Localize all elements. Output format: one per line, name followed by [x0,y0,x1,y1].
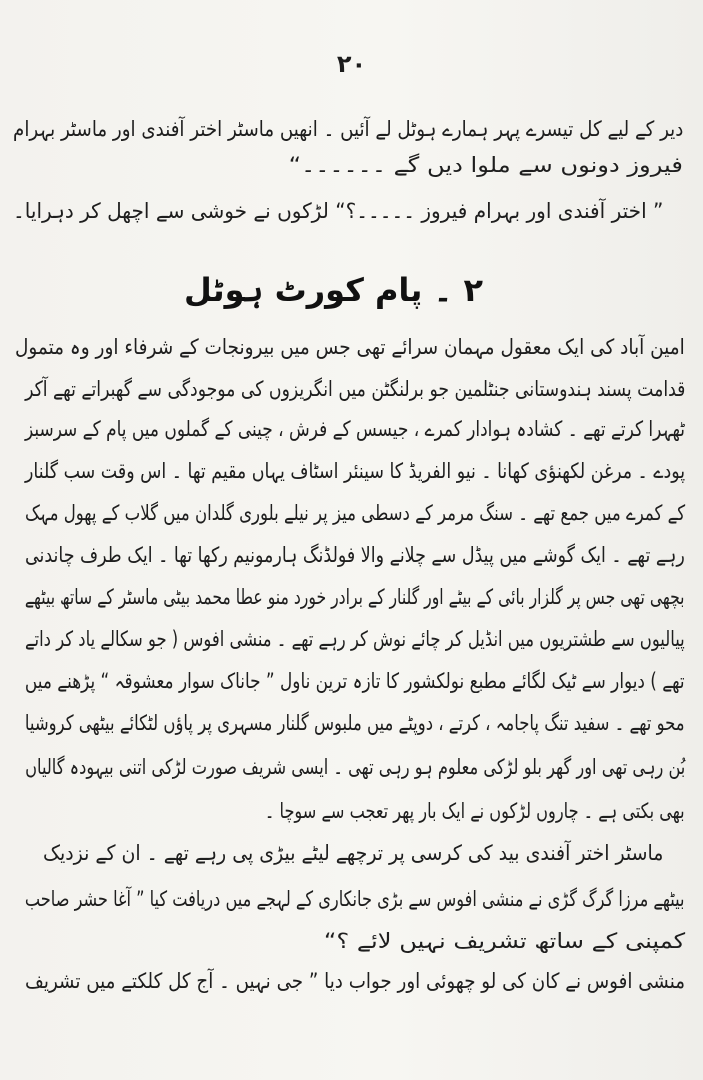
text-line: دیر کے لیے کل تیسرے پہر ہمارے ہوٹل لے آئیں ۔ انھیں ماسٹر اختر آفندی اور ماسٹر بہرام [12,117,683,141]
text-line: رہے تھے ۔ ایک گوشے میں پیڈل سے چلانے والا فولڈنگ ہارمونیم رکھا تھا ۔ ایک طرف چاندنی [25,543,685,567]
text-line: پیالیوں سے طشتریوں میں انڈیل کر چائے نوش کر رہے تھے ۔ منشی افوس ( جو سکالے یاد کر داتے [25,627,685,651]
text-line: بچھی تھی جس پر گلزار بائی کے بیٹے اور گلنار کے برادر خورد منو عطا محمد بیٹی ماسٹر کے ساتھ بیٹھے [25,585,685,609]
text-line: محو تھے ۔ سفید تنگ پاجامہ ، کرتے ، دوپٹے میں ملبوس گلنار مسہری پر پاؤں لٹکائے بیٹھی کروشیا [25,711,685,735]
text-line: فیروز دونوں سے ملوا دیں گے ۔۔۔۔۔۔“ [288,153,683,177]
text-line: بھی بکتی ہے ۔ چاروں لڑکوں نے ایک بار پھر تعجب سے سوچا ۔ [265,799,685,823]
text-line: بُن رہی تھی اور گھر بلو لڑکی معلوم ہو رہی تھی ۔ ایسی شریف صورت لڑکی اتنی بیہودہ گالیاں [24,755,685,779]
text-line: پودے ۔ مرغن لکھنؤی کھانا ۔ نیو الفریڈ کا سینئر اسٹاف یہاں مقیم تھا ۔ اس وقت سب گلنار [24,459,685,483]
text-line: بیٹھے مرزا گرگ گڑی نے منشی افوس سے بڑی جانکاری کے لہجے میں دریافت کیا ” آغا حشر صاحب [25,887,685,911]
text-line: ٹھہرا کرتے تھے ۔ کشادہ ہوادار کمرے ، جیسس کے فرش ، چینی کے گملوں میں پام کے سرسبز [25,417,685,441]
section-heading: ۲ ۔ پام کورٹ ہوٹل [184,271,483,309]
text-line: ماسٹر اختر آفندی بید کی کرسی پر ترچھے لیٹے بیڑی پی رہے تھے ۔ ان کے نزدیک [42,841,663,865]
page-number: ۲۰ [336,50,367,78]
text-line: کے کمرے میں جمع تھے ۔ سنگ مرمر کے دسطی میز پر نیلے بلوری گلدان میں گلاب کے پھول مہک [24,501,685,525]
text-line: کمپنی کے ساتھ تشریف نہیں لائے ؟“ [323,929,685,953]
text-line: قدامت پسند ہندوستانی جنٹلمین جو برلنگٹن میں انگریزوں کی موجودگی سے گھبراتے تھے آکر [24,377,685,401]
text-line: امین آباد کی ایک معقول مہمان سرائے تھی جس میں بیرونجات کے شرفاء اور وہ متمول [15,335,685,359]
text-line: تھے ) دیوار سے ٹیک لگائے مطبع نولکشور کا تازہ ترین ناول ” جاناک سوار معشوقہ “ پڑھنے میں [25,669,685,693]
text-line: منشی افوس نے کان کی لو چھوئی اور جواب دیا ” جی نہیں ۔ آج کل کلکتے میں تشریف [25,969,685,993]
text-line: ” اختر آفندی اور بہرام فیروز ۔۔۔۔۔؟“ لڑکوں نے خوشی سے اچھل کر دہرایا۔ [12,199,663,223]
